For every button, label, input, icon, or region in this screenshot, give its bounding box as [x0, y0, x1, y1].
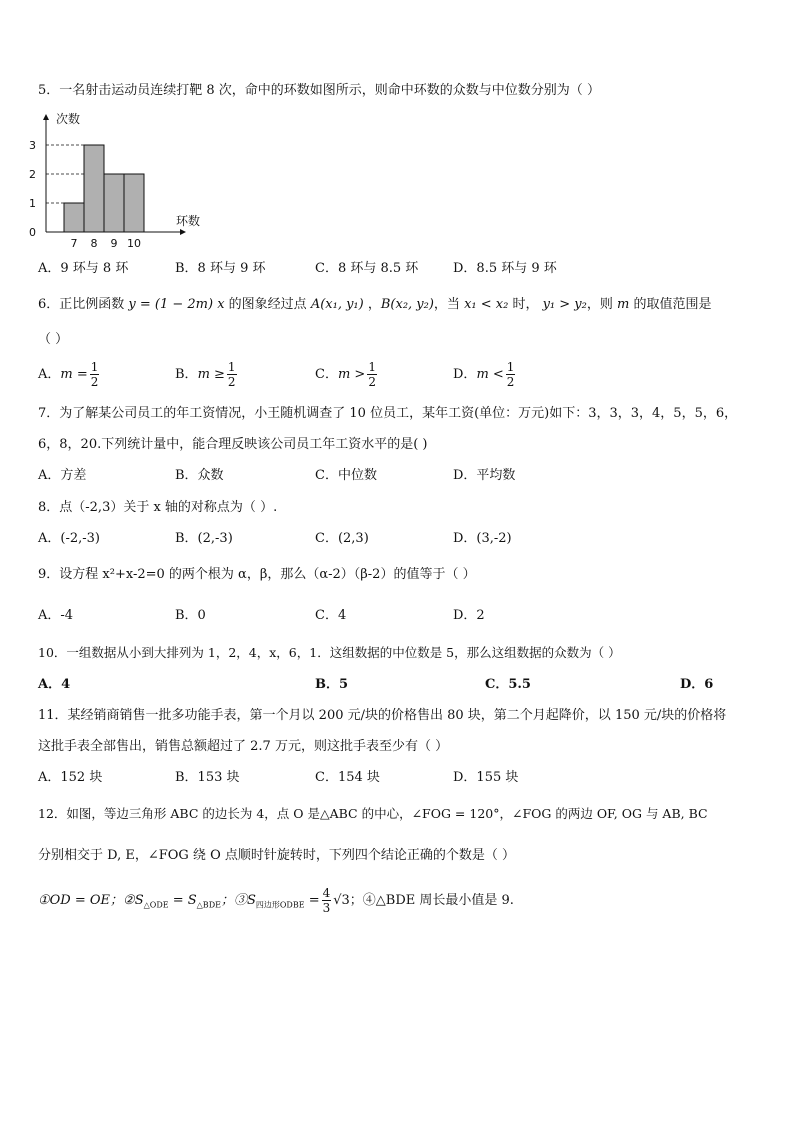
q5-option-a: A．9 环与 8 环: [38, 261, 129, 276]
q8-option-a: A．(-2,-3): [38, 531, 100, 546]
x-tick-label: 8: [90, 237, 98, 250]
q6-option-a-lhs: m =: [60, 367, 88, 382]
x-tick-label: 9: [110, 237, 118, 250]
q6-option-c-label: C．: [315, 367, 338, 382]
q12-conclusion-2a: ②S: [123, 893, 144, 908]
q6-stem: [38, 296, 711, 314]
y-tick-label: 2: [29, 168, 36, 181]
q6-option-b-label: B．: [175, 367, 198, 382]
y-tick-label: 0: [29, 226, 36, 239]
q11-line-1: 11．某经销商销售一批多功能手表，第一个月以 200 元/块的价格售出 80 块，第二个月起降价，以 150 元/块的价格将: [38, 708, 727, 723]
q6-option-b: [175, 360, 239, 389]
q10-option-a: A．4: [38, 677, 71, 692]
q6-point-b: B(x₂, y₂): [380, 297, 434, 312]
q11-option-b: B．153 块: [175, 770, 240, 785]
q6-option-a-fraction: [90, 360, 100, 389]
q6-option-d-label: D．: [453, 367, 477, 382]
q9-option-b: B．0: [175, 608, 206, 623]
q12-conclusion-2-sub1: △ODE: [143, 900, 169, 910]
q9-option-a: A．-4: [38, 608, 74, 623]
q8-stem: 8．点（-2,3）关于 x 轴的对称点为（ ）.: [38, 500, 278, 515]
q12-conclusion-2b: = S: [168, 893, 197, 908]
q5-option-d: D．8.5 环与 9 环: [453, 261, 557, 276]
q6-stem-c: ，当: [433, 297, 465, 312]
q12-conclusion-3-num: 4: [322, 886, 331, 900]
q11-option-c: C．154 块: [315, 770, 380, 785]
q6-stem-a: 6．正比例函数: [38, 297, 129, 312]
q6-option-c-num: 1: [368, 360, 376, 374]
q6-m: m: [617, 297, 630, 312]
q7-line-2: 6，8，20.下列统计量中，能合理反映该公司员工年工资水平的是( ): [38, 437, 428, 452]
q6-option-d: [453, 360, 517, 389]
q12-conclusion-3-den: 3: [322, 901, 331, 915]
q10-stem: 10．一组数据从小到大排列为 1，2，4，x，6，1．这组数据的中位数是 5，那么这组数据的众数为（ ）: [38, 645, 621, 660]
q6-stem-d: 时，: [508, 297, 543, 312]
q6-condition-1: x₁ < x₂: [464, 297, 509, 312]
y-axis-arrow: [43, 114, 49, 120]
y-tick-label: 1: [29, 197, 36, 210]
q12-conclusion-3a: ；③S: [220, 893, 256, 908]
q6-option-c: [315, 360, 379, 389]
q8-option-c: C．(2,3): [315, 531, 369, 546]
q6-stem-e: ，则: [586, 297, 617, 312]
q12-conclusion-3-fraction: [322, 886, 332, 915]
q6-option-d-num: 1: [506, 360, 515, 374]
q11-option-d: D．155 块: [453, 770, 519, 785]
q12-conclusion-3-sub: 四边形ODBE: [255, 900, 305, 910]
q6-option-d-den: 2: [506, 375, 515, 389]
q9-option-d: D．2: [453, 608, 485, 623]
q6-stem-b: 的图象经过点: [224, 297, 311, 312]
q6-option-a-den: 2: [90, 375, 99, 389]
q6-option-b-num: 1: [227, 360, 236, 374]
x-axis-arrow: [180, 229, 186, 235]
q11-line-2: 这批手表全部售出，销售总额超过了 2.7 万元，则这批手表至少有（ ）: [38, 739, 449, 754]
q12-line-1: 12．如图，等边三角形 ABC 的边长为 4，点 O 是△ABC 的中心，∠FOG = 120°，∠FOG 的两边 OF, OG 与 AB, BC: [38, 806, 708, 821]
q8-option-b: B．(2,-3): [175, 531, 233, 546]
q6-point-a: A(x₁, y₁): [310, 297, 364, 312]
q6-condition-2: y₁ > y₂: [542, 297, 587, 312]
q6-paren: （ ）: [38, 332, 69, 347]
q6-function: y = (1 − 2m) x: [128, 297, 225, 312]
bar-7: [64, 203, 84, 232]
q7-option-a: A．方差: [38, 468, 87, 483]
q6-option-c-fraction: [367, 360, 377, 389]
q12-conclusion-2-sub2: △BDE: [196, 900, 221, 910]
bar-8: [84, 145, 104, 232]
q7-option-b: B．众数: [175, 468, 224, 483]
y-tick-label: 3: [29, 139, 36, 152]
bar-9: [104, 174, 124, 232]
q6-option-a-num: 1: [90, 360, 99, 374]
q6-option-a: [38, 360, 101, 389]
q5-bar-chart: [30, 108, 230, 253]
q6-option-a-label: A．: [38, 367, 61, 382]
bar-10: [124, 174, 144, 232]
q12-conclusion-3b: =: [304, 893, 320, 908]
q12-conclusion-3-root: √3: [333, 893, 350, 908]
q7-line-1: 7．为了解某公司员工的年工资情况，小王随机调查了 10 位员工，某年工资(单位：万元)如下：3，3，3，4，5，5，6，: [38, 406, 738, 421]
x-axis-label: 环数: [176, 214, 201, 228]
q10-option-c: C．5.5: [485, 677, 531, 692]
q5-stem: 5．一名射击运动员连续打靶 8 次，命中的环数如图所示，则命中环数的众数与中位数分别为（ ）: [38, 83, 600, 98]
q6-option-b-den: 2: [227, 375, 236, 389]
q6-option-d-fraction: [506, 360, 516, 389]
q10-option-d: D．6: [680, 677, 714, 692]
q8-option-d: D．(3,-2): [453, 531, 512, 546]
q11-option-a: A．152 块: [38, 770, 103, 785]
q12-conclusions: [38, 886, 514, 915]
q6-option-d-lhs: m <: [476, 367, 504, 382]
q6-comma: ，: [363, 297, 381, 312]
q12-line-2: 分别相交于 D, E，∠FOG 绕 O 点顺时针旋转时，下列四个结论正确的个数是（ ）: [38, 848, 515, 863]
q12-conclusion-1: ①OD = OE；: [38, 893, 124, 908]
q7-option-c: C．中位数: [315, 468, 377, 483]
q5-option-c: C．8 环与 8.5 环: [315, 261, 419, 276]
x-tick-label: 7: [70, 237, 78, 250]
q6-option-b-lhs: m ≥: [197, 367, 225, 382]
q6-option-c-lhs: m >: [337, 367, 366, 382]
q10-option-b: B．5: [315, 677, 349, 692]
q6-option-c-den: 2: [368, 375, 376, 389]
q7-option-d: D．平均数: [453, 468, 516, 483]
q5-option-b: B．8 环与 9 环: [175, 261, 266, 276]
q9-option-c: C．4: [315, 608, 347, 623]
q6-option-b-fraction: [227, 360, 237, 389]
q6-stem-f: 的取值范围是: [629, 297, 712, 312]
x-tick-label: 10: [127, 237, 141, 250]
q9-stem: 9．设方程 x²+x-2=0 的两个根为 α，β，那么（α-2）（β-2）的值等于（ ）: [38, 567, 476, 582]
q12-conclusion-4: ；④△BDE 周长最小值是 9.: [349, 893, 514, 908]
y-axis-label: 次数: [56, 112, 81, 126]
